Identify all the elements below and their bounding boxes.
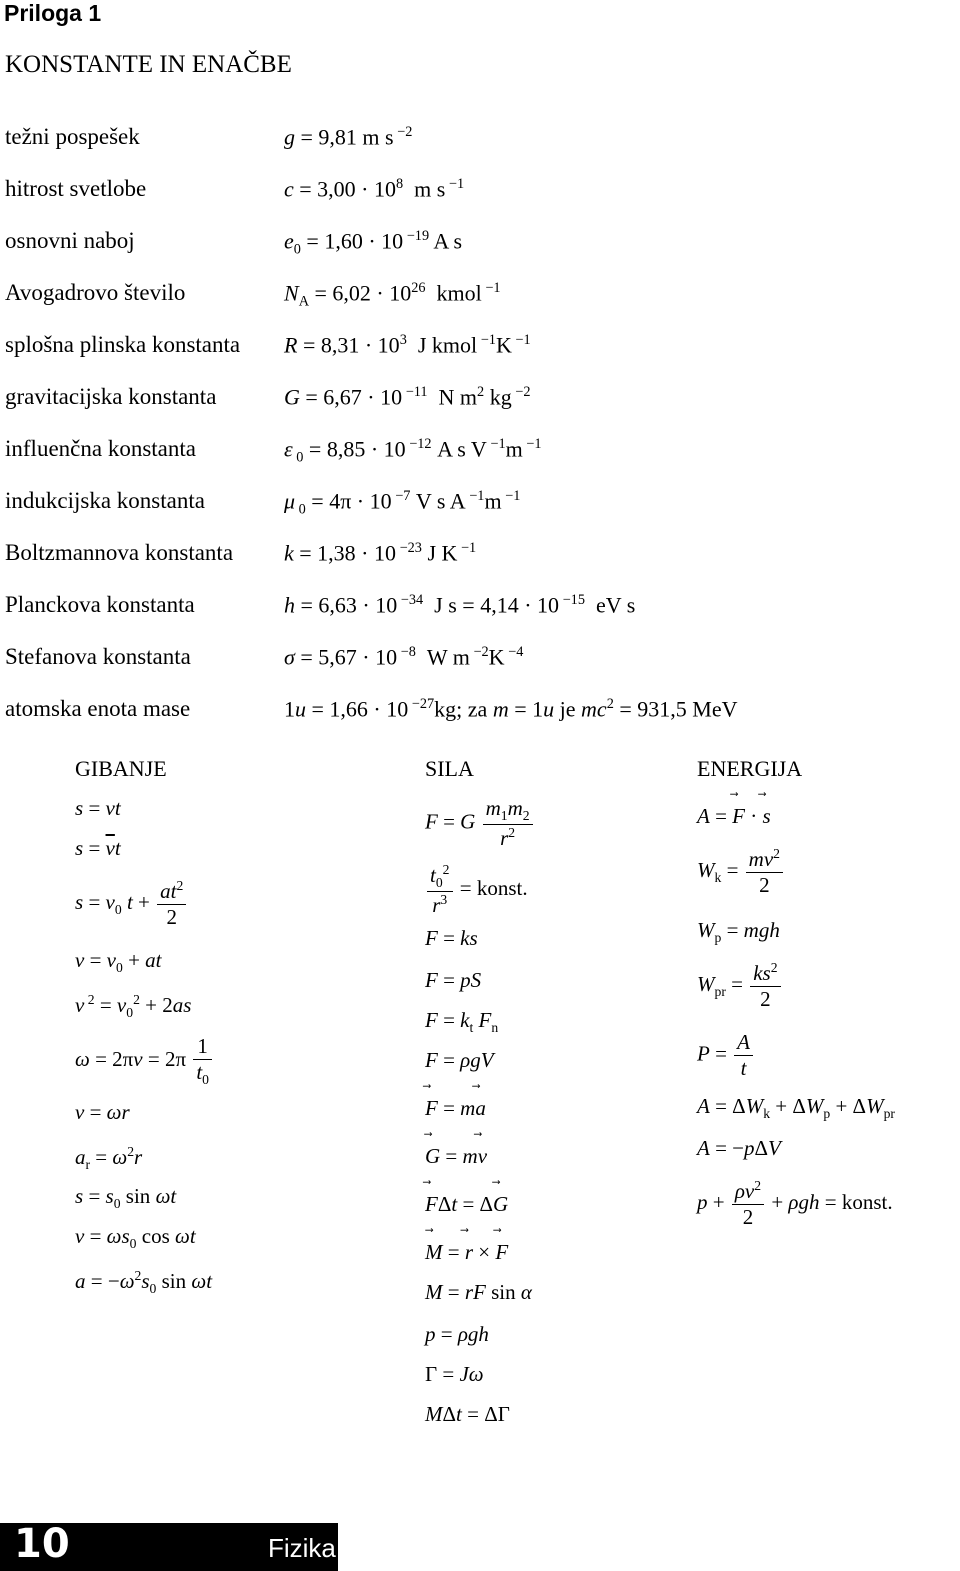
- constant-name: splošna plinska konstanta: [5, 332, 241, 357]
- formula: $W_p$ = mgh: [697, 918, 780, 946]
- constant-value: $R = 8,31 \cdot 10^3$ J kmol $^{-1}$K $^{-1}$: [284, 332, 531, 358]
- section-title-energija: ENERGIJA: [697, 756, 803, 781]
- formula: ⃗ F = m⃗ a: [425, 1096, 486, 1121]
- formula: MΔt = ΔΓ: [425, 1402, 510, 1426]
- formula: ⃗ G = m⃗ v: [425, 1144, 487, 1169]
- formula: v = ωr: [75, 1100, 130, 1124]
- constant-row: [0, 280, 960, 320]
- formula: $s = \overline{v}t$: [75, 836, 121, 860]
- formula: $W_{pr}$ = $\frac{ks^2}{2}$: [697, 960, 783, 1012]
- constant-row: [0, 384, 960, 424]
- page-number: 10: [14, 1521, 70, 1567]
- constant-row: [0, 488, 960, 528]
- constant-row: [0, 644, 960, 684]
- formula: ⃗ FΔt = Δ⃗ G: [425, 1192, 508, 1217]
- section-title-sila: SILA: [425, 756, 474, 781]
- formula: A = ⃗ F · ⃗ s: [697, 804, 771, 829]
- formula: A = −pΔV: [697, 1136, 781, 1160]
- constant-row: [0, 540, 960, 580]
- constant-value: G = 6,67 · 10 $^{-11}$ N $m^2$ kg $^{-2}$: [284, 384, 531, 410]
- formula: $v = \omega s_0$ cos ωt: [75, 1224, 196, 1252]
- constant-name: influenčna konstanta: [5, 436, 196, 461]
- formula: $a_r = \omega^2r$: [75, 1144, 143, 1173]
- constant-name: Boltzmannova konstanta: [5, 540, 234, 565]
- appendix-heading: Priloga 1: [4, 0, 102, 26]
- formula: Γ = Jω: [425, 1362, 484, 1386]
- page-title: KONSTANTE IN ENAČBE: [5, 51, 292, 78]
- constant-name: Avogadrovo število: [5, 280, 186, 305]
- constant-value: $e_0 = 1,60 \cdot 10$ $^{-19}$ A s: [284, 228, 463, 258]
- constant-name: težni pospešek: [5, 124, 140, 149]
- constant-value: $c = 3,00 \cdot 10^8$ m s $^{-1}$: [284, 176, 465, 202]
- constant-row: [0, 176, 960, 216]
- formula: F = ks: [425, 926, 478, 950]
- formula: ⃗ M = ⃗ r × ⃗ F: [425, 1240, 508, 1265]
- constant-name: osnovni naboj: [5, 228, 135, 253]
- constant-value: ε $_0$ = 8,85 · 10 $^{-12}$ A s V $^{-1}$m $^{-1}$: [284, 436, 542, 466]
- formula: F = ρgV: [425, 1048, 494, 1072]
- formula: $F = k_t$ $F_n$: [425, 1008, 499, 1036]
- formula: $\frac{t_0^2}{r^3}$ = konst.: [425, 862, 528, 918]
- constant-value: g = 9,81 m s $^{-2}$: [284, 124, 413, 150]
- constant-value: σ = 5,67 · 10 $^{-8}$ W m $^{-2}$K $^{-4}$: [284, 644, 524, 670]
- constant-row: [0, 228, 960, 268]
- constant-row: [0, 696, 960, 736]
- constant-name: hitrost svetlobe: [5, 176, 147, 201]
- constant-value: h = 6,63 · 10 $^{-34}$ J s = 4,14 · 10 $^{-15}$ eV s: [284, 592, 636, 618]
- constant-name: gravitacijska konstanta: [5, 384, 217, 409]
- constant-value: $N_A = 6,02 \cdot 10^{26}$ kmol $^{-1}$: [284, 280, 501, 310]
- constant-row: [0, 436, 960, 476]
- formula: v $^2 = v_0^2 + 2as$: [75, 992, 192, 1021]
- constant-value: μ $_0$ = 4π · 10 $^{-7}$ V s A $^{-1}$m $^{-1}$: [284, 488, 521, 518]
- constant-name: Planckova konstanta: [5, 592, 195, 617]
- formula: $A = \Delta W_k + \Delta W_p + \Delta W_{pr}$: [697, 1094, 895, 1122]
- section-title-gibanje: GIBANJE: [75, 756, 167, 781]
- constant-row: [0, 124, 960, 164]
- formula: p + $\frac{\rho v^2}{2}$ + ρgh = konst.: [697, 1178, 893, 1229]
- constant-value: k = 1,38 · 10 $^{-23}$ J K $^{-1}$: [284, 540, 477, 566]
- constant-name: Stefanova konstanta: [5, 644, 191, 669]
- formula: F = pS: [425, 968, 482, 992]
- constant-name: indukcijska konstanta: [5, 488, 205, 513]
- formula: F = G $\frac{m_1m_2}{r^2}$: [425, 796, 535, 851]
- formula: s = vt: [75, 796, 121, 820]
- formula: $v = v_0$ + at: [75, 948, 162, 976]
- formula: M = rF sin α: [425, 1280, 532, 1304]
- formula: $s = v_0$ t + $\frac{at^2}{2}$: [75, 878, 188, 930]
- formula: ω = 2πν = 2π $\frac{1}{t_0}$: [75, 1034, 214, 1088]
- constant-row: [0, 332, 960, 372]
- constant-row: [0, 592, 960, 632]
- formula: p = ρgh: [425, 1322, 489, 1346]
- subject-label: Fizika: [268, 1533, 336, 1563]
- formula: $s = s_0$ sin ωt: [75, 1184, 177, 1212]
- formula: $W_k$ = $\frac{mv^2}{2}$: [697, 846, 785, 898]
- formula: P = $\frac{A}{t}$: [697, 1030, 755, 1081]
- constant-value: 1u = 1,66 · 10 $^{-27}$kg; za m = 1u je $mc^2 = 931,5$ MeV: [284, 696, 738, 722]
- formula: $a = -\omega^2s_0$ sin ωt: [75, 1268, 213, 1297]
- constant-name: atomska enota mase: [5, 696, 191, 721]
